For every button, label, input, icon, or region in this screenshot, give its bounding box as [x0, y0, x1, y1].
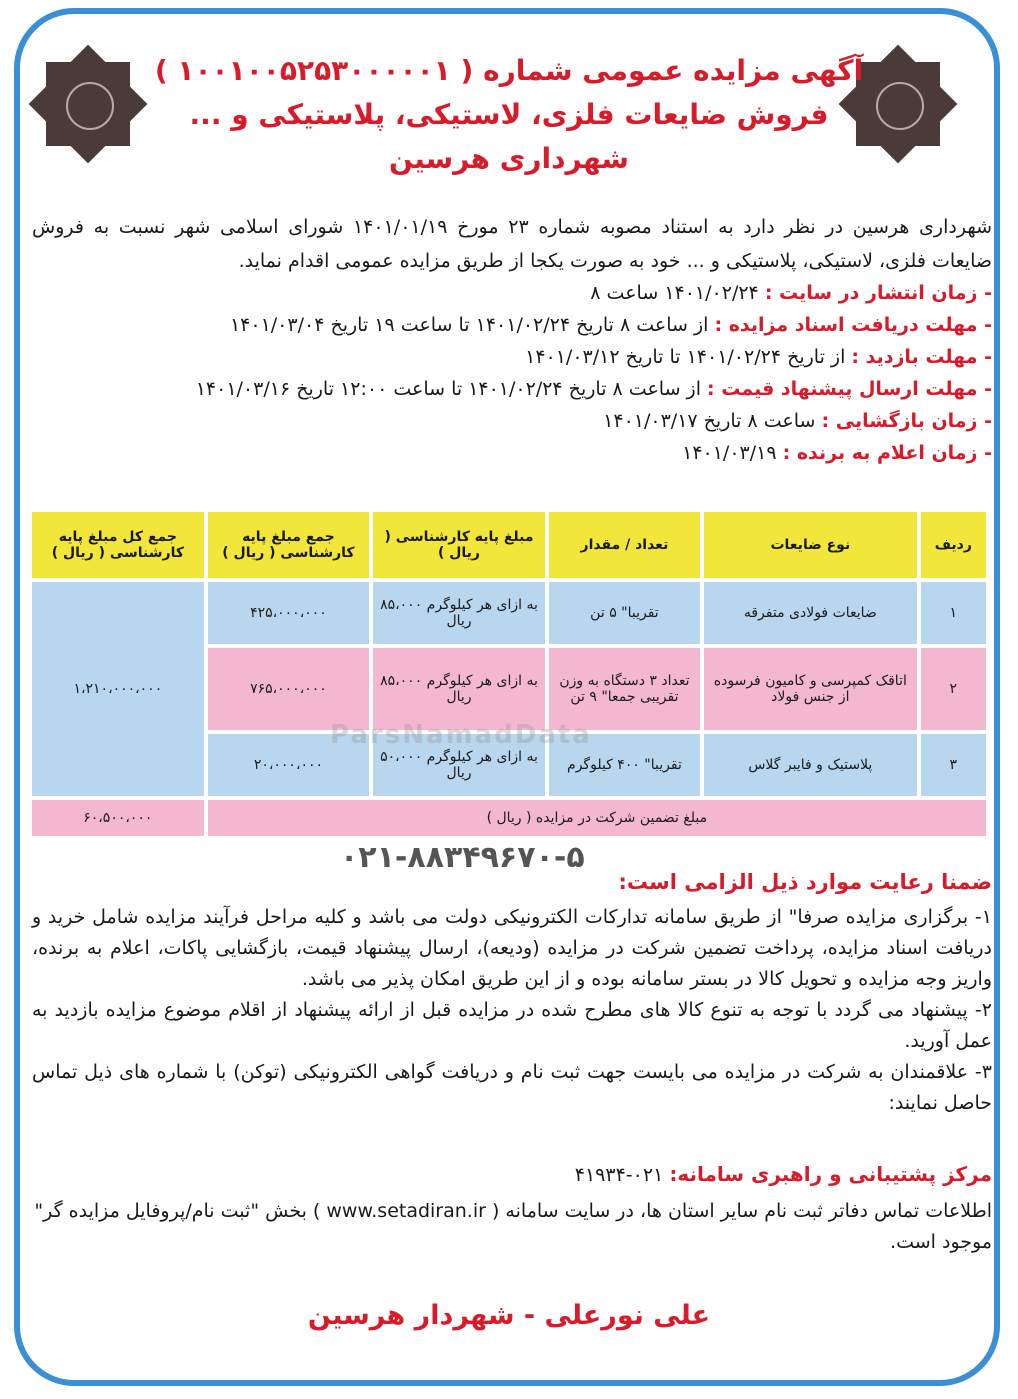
schedule-label: - زمان اعلام به برنده :	[782, 442, 992, 464]
table-row	[32, 582, 986, 644]
note-item: ۳- علاقمندان به شرکت در مزایده می بایست جهت ثبت نام و دریافت گواهی الکترونیکی (توکن) با شماره های ذیل تماس حاصل نمایند:	[32, 1061, 992, 1114]
schedule-value: از ساعت ۸ تاریخ ۱۴۰۱/۰۲/۲۴ تا ساعت ۱۲:۰۰ تاریخ ۱۴۰۱/۰۳/۱۶	[195, 378, 701, 400]
schedule-item	[32, 278, 992, 310]
title-line-3: شهرداری هرسین	[389, 142, 629, 175]
notes-heading: ضمنا رعایت موارد ذیل الزامی است:	[618, 870, 992, 894]
schedule-value: ۱۴۰۱/۰۲/۲۴ ساعت ۸	[590, 282, 759, 304]
signature: علی نورعلی - شهردار هرسین	[307, 1300, 711, 1331]
cell-sum: ۲۰،۰۰۰،۰۰۰	[208, 734, 369, 796]
schedule-list	[32, 278, 992, 470]
phone-watermark: ۰۲۱-۸۸۳۴۹۶۷۰-۵	[340, 840, 585, 875]
header-qty: تعداد / مقدار	[549, 512, 700, 578]
note-item: ۲- پیشنهاد می گردد با توجه به تنوع کالا های مطرح شده در مزایده قبل از ارائه پیشنهاد از اقلام موضوع مزایده بازدید به عمل آورید.	[32, 999, 992, 1052]
note-item: ۱- برگزاری مزایده صرفا" از طریق سامانه تدارکات الکترونیکی دولت می باشد و کلیه مراحل فرآیند مزایده شامل خرید و دریافت اسناد مزایده، پرداخت تضمین شرکت در مزایده (ودیعه)، ارسال پیشنهاد قیمت، بازگشایی پاکات، اعلام به برنده، واریز وجه مزایده و تحویل کالا در بستر سامانه بوده و از این طریق امکان پذیر می باشد.	[32, 906, 992, 990]
cell-qty: تعداد ۳ دستگاه به وزن تقریبی جمعا" ۹ تن	[549, 648, 700, 730]
guarantee-row	[32, 800, 986, 836]
title-line-1: آگهی مزایده عمومی شماره ( ۱۰۰۱۰۰۵۲۵۳۰۰۰۰۰۱ )	[154, 54, 864, 87]
schedule-item	[32, 438, 992, 470]
support-label: مرکز پشتیبانی و راهبری سامانه:	[669, 1162, 992, 1186]
header-type: نوع ضایعات	[704, 512, 917, 578]
support-phone: ۰۲۱-۴۱۹۳۴	[574, 1164, 664, 1186]
schedule-value: ساعت ۸ تاریخ ۱۴۰۱/۰۳/۱۷	[603, 410, 816, 432]
items-table	[28, 508, 990, 840]
cell-qty: تقریبا" ۵ تن	[549, 582, 700, 644]
schedule-label: - مهلت دریافت اسناد مزایده :	[714, 314, 992, 336]
schedule-label: - مهلت بازدید :	[851, 346, 992, 368]
cell-price: به ازای هر کیلوگرم ۵۰،۰۰۰ ریال	[373, 734, 545, 796]
schedule-label: - زمان بازگشایی :	[821, 410, 992, 432]
notes-list	[32, 902, 992, 1119]
guarantee-value: ۶۰،۵۰۰،۰۰۰	[32, 800, 204, 836]
schedule-item	[32, 374, 992, 406]
support-line	[32, 1162, 992, 1186]
table-header-row	[32, 512, 986, 578]
schedule-label: - مهلت ارسال پیشنهاد قیمت :	[707, 378, 992, 400]
cell-no: ۱	[921, 582, 986, 644]
schedule-value: از تاریخ ۱۴۰۱/۰۲/۲۴ تا تاریخ ۱۴۰۱/۰۳/۱۲	[525, 346, 846, 368]
schedule-item	[32, 310, 992, 342]
watermark-text: ParsNamadData	[330, 720, 592, 750]
cell-no: ۳	[921, 734, 986, 796]
schedule-item	[32, 342, 992, 374]
header-row-no: ردیف	[921, 512, 986, 578]
cell-type: اتاقک کمپرسی و کامیون فرسوده از جنس فولاد	[704, 648, 917, 730]
title-line-2: فروش ضایعات فلزی، لاستیکی، پلاستیکی و ...	[189, 98, 829, 131]
header-total: جمع کل مبلغ پایه کارشناسی ( ریال )	[32, 512, 204, 578]
cell-price: به ازای هر کیلوگرم ۸۵،۰۰۰ ریال	[373, 582, 545, 644]
header-sum: جمع مبلغ پایه کارشناسی ( ریال )	[208, 512, 369, 578]
schedule-item	[32, 406, 992, 438]
guarantee-label: مبلغ تضمین شرکت در مزایده ( ریال )	[208, 800, 986, 836]
intro-paragraph: شهرداری هرسین در نظر دارد به استناد مصوبه شماره ۲۳ مورخ ۱۴۰۱/۰۱/۱۹ شورای اسلامی شهر نسبت به فروش ضایعات فلزی، لاستیکی، پلاستیکی و ... خود به صورت یکجا از طریق مزایده عمومی اقدام نماید.	[32, 216, 993, 272]
cell-qty: تقریبا" ۴۰۰ کیلوگرم	[549, 734, 700, 796]
cell-type: ضایعات فولادی متفرقه	[704, 582, 917, 644]
cell-sum: ۴۲۵،۰۰۰،۰۰۰	[208, 582, 369, 644]
cell-type: پلاستیک و فایبر گلاس	[704, 734, 917, 796]
cell-grand-total: ۱،۲۱۰،۰۰۰،۰۰۰	[32, 582, 204, 796]
contact-paragraph: اطلاعات تماس دفاتر ثبت نام سایر استان ها، در سایت سامانه ( www.setadiran.ir ) بخش "ثبت نام/پروفایل مزایده گر" موجود است.	[34, 1200, 992, 1253]
schedule-label: - زمان انتشار در سایت :	[764, 282, 992, 304]
header-price: مبلغ پایه کارشناسی ( ریال )	[373, 512, 545, 578]
cell-sum: ۷۶۵،۰۰۰،۰۰۰	[208, 648, 369, 730]
cell-price: به ازای هر کیلوگرم ۸۵،۰۰۰ ریال	[373, 648, 545, 730]
schedule-value: ۱۴۰۱/۰۳/۱۹	[682, 442, 777, 464]
schedule-value: از ساعت ۸ تاریخ ۱۴۰۱/۰۲/۲۴ تا ساعت ۱۹ تاریخ ۱۴۰۱/۰۳/۰۴	[229, 314, 709, 336]
cell-no: ۲	[921, 648, 986, 730]
